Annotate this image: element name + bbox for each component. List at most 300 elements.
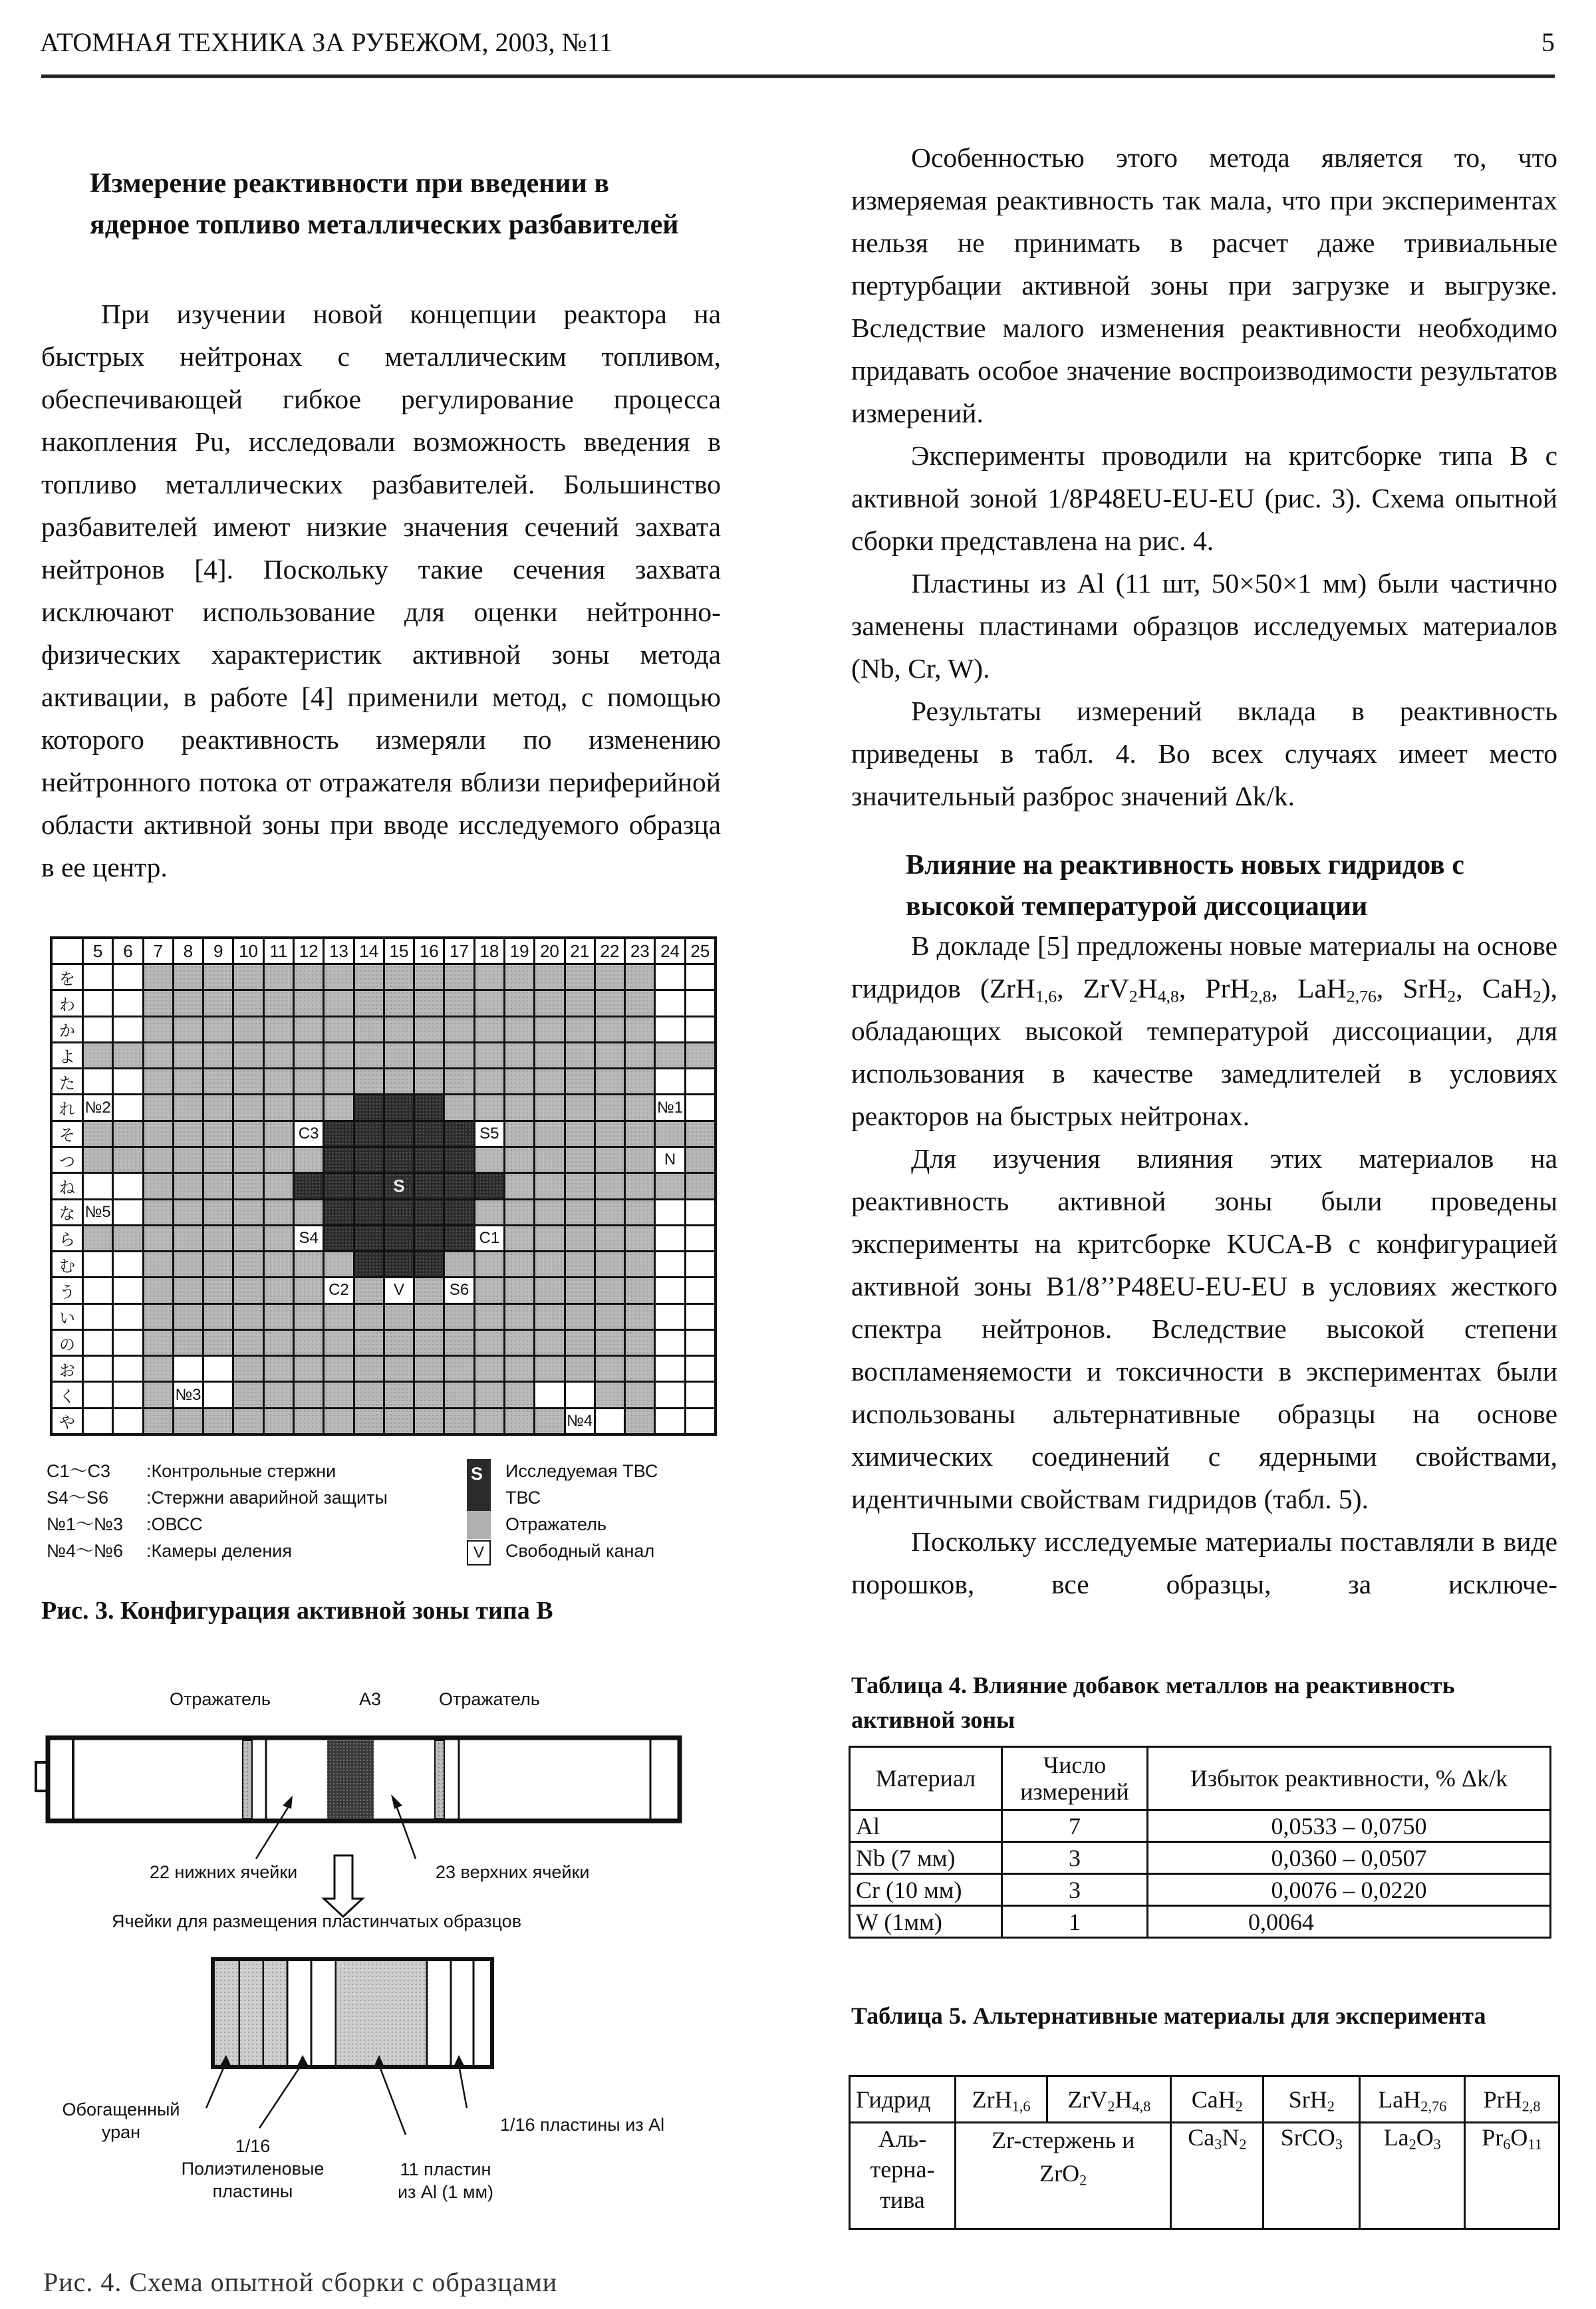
grid-cell-labeled: C1: [475, 1226, 503, 1250]
grid-cell-reflector: [295, 1383, 323, 1407]
grid-cell-reflector: [265, 1043, 293, 1067]
grid-cell-fuel: [325, 1148, 352, 1172]
grid-cell-reflector: [535, 991, 563, 1015]
grid-cell-reflector: [144, 1148, 172, 1172]
grid-cell-reflector: [204, 1122, 232, 1146]
grid-cell-reflector: [596, 1305, 624, 1329]
grid-cell-reflector: [325, 1409, 352, 1433]
grid-cell-reflector: [626, 1200, 654, 1224]
grid-cell-reflector: [596, 1226, 624, 1250]
grid-cell-reflector: [415, 1043, 443, 1067]
grid-row-label: う: [53, 1278, 82, 1302]
grid-row-label: お: [53, 1357, 82, 1381]
grid-cell-reflector: [596, 991, 624, 1015]
grid-cell-empty: [656, 1226, 684, 1250]
grid-cell-reflector: [144, 1200, 172, 1224]
grid-row-label: い: [53, 1305, 82, 1329]
grid-cell-reflector: [174, 1226, 202, 1250]
grid-cell-reflector: [204, 1331, 232, 1355]
grid-column-label: 15: [385, 939, 413, 963]
grid-column-label: 8: [174, 939, 202, 963]
grid-cell-empty: [84, 1305, 112, 1329]
grid-cell-reflector: [656, 1122, 684, 1146]
grid-cell-reflector: [596, 1200, 624, 1224]
grid-row-label: そ: [53, 1122, 82, 1146]
grid-cell-reflector: [626, 1122, 654, 1146]
grid-cell-fuel: [415, 1174, 443, 1198]
grid-cell-reflector: [174, 1409, 202, 1433]
grid-cell-reflector: [114, 1226, 142, 1250]
grid-cell-reflector: [626, 1409, 654, 1433]
grid-cell-reflector: [325, 1043, 352, 1067]
grid-cell-empty: [84, 1357, 112, 1381]
grid-cell-reflector: [144, 1383, 172, 1407]
grid-cell-reflector: [295, 991, 323, 1015]
grid-cell-reflector: [626, 1252, 654, 1276]
grid-cell-reflector: [355, 1305, 383, 1329]
grid-cell-reflector: [505, 1383, 533, 1407]
grid-cell-reflector: [295, 1278, 323, 1302]
grid-cell-reflector: [535, 1122, 563, 1146]
grid-row-label: よ: [53, 1043, 82, 1067]
grid-cell-reflector: [445, 1305, 473, 1329]
grid-cell-reflector: [656, 1043, 684, 1067]
grid-cell-reflector: [505, 1409, 533, 1433]
grid-cell-reflector: [505, 1069, 533, 1093]
grid-cell-fuel: [445, 1200, 473, 1224]
grid-cell-reflector: [84, 1122, 112, 1146]
grid-cell-reflector: [566, 1357, 594, 1381]
grid-cell-reflector: [325, 1069, 352, 1093]
grid-cell-empty: [656, 1069, 684, 1093]
grid-cell-reflector: [265, 991, 293, 1015]
grid-cell-reflector: [265, 1331, 293, 1355]
assembly-drawer-diagram: [27, 1722, 692, 1922]
grid-cell-reflector: [174, 1278, 202, 1302]
grid-cell-reflector: [295, 965, 323, 989]
grid-cell-empty: [535, 1383, 563, 1407]
grid-cell-reflector: [234, 1226, 262, 1250]
grid-column-label: 22: [596, 939, 624, 963]
grid-column-label: 5: [84, 939, 112, 963]
grid-cell-reflector: [265, 1200, 293, 1224]
grid-cell-empty: [686, 965, 714, 989]
grid-cell-reflector: [505, 1174, 533, 1198]
grid-cell-reflector: [355, 1383, 383, 1407]
grid-row-label: た: [53, 1069, 82, 1093]
grid-cell-reflector: [535, 1305, 563, 1329]
grid-cell-reflector: [325, 1305, 352, 1329]
table4-title: Таблица 4. Влияние добавок металлов на реактивность активной зоны: [851, 1672, 1455, 1733]
grid-cell-empty: [686, 1305, 714, 1329]
grid-cell-reflector: [144, 1331, 172, 1355]
grid-cell-reflector: [566, 1278, 594, 1302]
grid-cell-reflector: [505, 1200, 533, 1224]
grid-cell-labeled: S: [385, 1174, 413, 1198]
grid-cell-reflector: [144, 1278, 172, 1302]
grid-cell-reflector: [385, 1018, 413, 1041]
grid-cell-reflector: [234, 1174, 262, 1198]
grid-cell-fuel: [445, 1226, 473, 1250]
grid-cell-fuel: [415, 1200, 443, 1224]
grid-cell-fuel: [325, 1122, 352, 1146]
paragraph: Результаты измерений вклада в реактивность приведены в табл. 4. Во всех случаях имеет место значительный разброс значений Δk/k.: [851, 696, 1557, 811]
grid-cell-reflector: [626, 1069, 654, 1093]
grid-cell-reflector: [174, 1331, 202, 1355]
grid-row-label: ら: [53, 1226, 82, 1250]
grid-cell-empty: [114, 1095, 142, 1119]
grid-cell-reflector: [144, 1357, 172, 1381]
grid-cell-reflector: [204, 1305, 232, 1329]
grid-cell-reflector: [204, 991, 232, 1015]
grid-cell-labeled: N: [656, 1148, 684, 1172]
grid-cell-reflector: [265, 1409, 293, 1433]
grid-cell-fuel: [385, 1095, 413, 1119]
grid-cell-reflector: [385, 1331, 413, 1355]
grid-cell-reflector: [566, 991, 594, 1015]
grid-cell-reflector: [475, 1305, 503, 1329]
grid-cell-empty: [686, 1278, 714, 1302]
grid-cell-empty: [114, 1252, 142, 1276]
grid-cell-reflector: [144, 1252, 172, 1276]
grid-cell-reflector: [265, 1095, 293, 1119]
grid-cell-reflector: [204, 1043, 232, 1067]
grid-cell-reflector: [686, 1122, 714, 1146]
grid-cell-empty: [656, 965, 684, 989]
grid-cell-reflector: [265, 1069, 293, 1093]
grid-cell-reflector: [566, 1122, 594, 1146]
grid-cell-labeled: C2: [325, 1278, 352, 1302]
right-column-body-bottom: [851, 924, 1557, 1605]
hydride-zrh: ZrH$_{1,6}$: [956, 2076, 1047, 2123]
grid-cell-reflector: [234, 1200, 262, 1224]
grid-cell-reflector: [204, 1018, 232, 1041]
grid-cell-reflector: [355, 1357, 383, 1381]
grid-cell-reflector: [355, 1018, 383, 1041]
grid-cell-reflector: [144, 965, 172, 989]
grid-cell-reflector: [566, 1043, 594, 1067]
grid-row-label: れ: [53, 1095, 82, 1119]
grid-cell-fuel: [385, 1148, 413, 1172]
legend-row: C1～C3 :Контрольные стержни: [47, 1461, 336, 1481]
grid-cell-reflector: [265, 1226, 293, 1250]
grid-cell-reflector: [566, 1018, 594, 1041]
section-title-hydrides: Влияние на реактивность новых гидридов с высокой температурой диссоциации: [906, 850, 1464, 922]
grid-cell-labeled: S6: [445, 1278, 473, 1302]
grid-cell-reflector: [475, 1409, 503, 1433]
grid-cell-reflector: [596, 1043, 624, 1067]
grid-cell-reflector: [445, 1252, 473, 1276]
grid-column-label: 16: [415, 939, 443, 963]
grid-cell-reflector: [295, 1200, 323, 1224]
grid-cell-reflector: [385, 991, 413, 1015]
grid-column-label: 19: [505, 939, 533, 963]
grid-cell-empty: [84, 1331, 112, 1355]
grid-cell-reflector: [325, 1095, 352, 1119]
label-core: А3: [359, 1689, 382, 1709]
grid-column-label: 20: [535, 939, 563, 963]
grid-column-label: 12: [295, 939, 323, 963]
grid-cell-reflector: [626, 1357, 654, 1381]
grid-cell-fuel: [445, 1148, 473, 1172]
grid-cell-reflector: [295, 1148, 323, 1172]
grid-cell-empty: [84, 1409, 112, 1433]
grid-cell-fuel: [415, 1095, 443, 1119]
grid-row-label: な: [53, 1200, 82, 1224]
grid-cell-reflector: [295, 1252, 323, 1276]
paragraph: Поскольку исследуемые материалы поставляли в виде порошков, все образцы, за исключе-: [851, 1526, 1557, 1599]
grid-cell-reflector: [445, 1357, 473, 1381]
grid-cell-reflector: [144, 1226, 172, 1250]
legend-row: №4～№6 :Камеры деления: [47, 1541, 293, 1561]
grid-cell-empty: [114, 1409, 142, 1433]
grid-cell-reflector: [626, 1226, 654, 1250]
grid-cell-reflector: [234, 1069, 262, 1093]
grid-cell-reflector: [505, 1331, 533, 1355]
grid-cell-reflector: [234, 965, 262, 989]
grid-cell-reflector: [204, 1148, 232, 1172]
grid-cell-labeled: №2: [84, 1095, 112, 1119]
core-configuration-grid: [50, 936, 717, 1436]
grid-cell-empty: [114, 1278, 142, 1302]
hydride-lah: LaH$_{2,76}$: [1360, 2076, 1465, 2123]
grid-cell-reflector: [385, 1305, 413, 1329]
grid-cell-fuel: [415, 1226, 443, 1250]
grid-row-label: の: [53, 1331, 82, 1355]
grid-cell-reflector: [626, 1278, 654, 1302]
grid-cell-reflector: [415, 1357, 443, 1381]
grid-cell-reflector: [566, 1200, 594, 1224]
grid-row-label: く: [53, 1383, 82, 1407]
grid-cell-reflector: [596, 1252, 624, 1276]
grid-column-label: 25: [686, 939, 714, 963]
grid-cell-reflector: [566, 1069, 594, 1093]
grid-cell-reflector: [174, 965, 202, 989]
grid-cell-reflector: [234, 1305, 262, 1329]
table5-title: Таблица 5. Альтернативные материалы для эксперимента: [851, 2002, 1486, 2029]
grid-cell-reflector: [385, 965, 413, 989]
grid-cell-reflector: [626, 1043, 654, 1067]
grid-row-label: を: [53, 965, 82, 989]
grid-cell-reflector: [415, 1331, 443, 1355]
grid-cell-reflector: [505, 1252, 533, 1276]
grid-cell-reflector: [445, 1383, 473, 1407]
label-enriched-uranium: Обогащенный уран: [62, 2100, 180, 2142]
grid-row-label: つ: [53, 1148, 82, 1172]
grid-cell-fuel: [295, 1174, 323, 1198]
grid-cell-reflector: [596, 1069, 624, 1093]
grid-cell-reflector: [596, 1148, 624, 1172]
grid-cell-reflector: [295, 1409, 323, 1433]
grid-cell-reflector: [144, 1122, 172, 1146]
grid-cell-empty: [114, 1331, 142, 1355]
grid-cell-reflector: [505, 1095, 533, 1119]
grid-column-label: 23: [626, 939, 654, 963]
grid-cell-empty: [656, 1278, 684, 1302]
table-header-row: Материал Число измерений Избыток реактивности, % Δk/k: [850, 1747, 1551, 1810]
header-rule: [41, 74, 1555, 78]
grid-cell-reflector: [295, 1018, 323, 1041]
grid-cell-reflector: [355, 1278, 383, 1302]
grid-column-label: 18: [475, 939, 503, 963]
grid-cell-reflector: [144, 1069, 172, 1093]
grid-corner: [53, 939, 82, 963]
grid-cell-empty: [686, 1018, 714, 1041]
grid-cell-reflector: [475, 1252, 503, 1276]
grid-cell-reflector: [325, 965, 352, 989]
grid-cell-labeled: S4: [295, 1226, 323, 1250]
grid-cell-reflector: [626, 1383, 654, 1407]
grid-row-label: か: [53, 1018, 82, 1041]
section-title-reactivity-measurement: Измерение реактивности при введении в ядерное топливо металлических разбавителей: [90, 168, 679, 240]
grid-cell-reflector: [505, 965, 533, 989]
grid-cell-reflector: [385, 1357, 413, 1381]
grid-cell-reflector: [596, 1095, 624, 1119]
grid-cell-reflector: [535, 1148, 563, 1172]
grid-cell-reflector: [475, 1331, 503, 1355]
grid-cell-reflector: [295, 1305, 323, 1329]
grid-cell-reflector: [174, 1305, 202, 1329]
grid-cell-reflector: [626, 1174, 654, 1198]
grid-cell-reflector: [415, 1305, 443, 1329]
grid-cell-reflector: [234, 1278, 262, 1302]
grid-cell-reflector: [144, 1174, 172, 1198]
grid-cell-reflector: [204, 1409, 232, 1433]
hydride-cah: CaH$_2$: [1171, 2076, 1264, 2123]
grid-cell-fuel: [325, 1200, 352, 1224]
label-reflector-right: Отражатель: [439, 1689, 540, 1709]
figure3-legend-codes: [47, 1458, 459, 1564]
grid-cell-reflector: [174, 1095, 202, 1119]
grid-cell-reflector: [475, 1148, 503, 1172]
table5: [849, 2075, 1560, 2230]
grid-cell-reflector: [234, 1252, 262, 1276]
journal-header: АТОМНАЯ ТЕХНИКА ЗА РУБЕЖОМ, 2003, №11: [40, 27, 613, 57]
paragraph: Эксперименты проводили на критсборке типа B с активной зоной 1/8P48EU-EU-EU (рис. 3). Схема опытной сборки представлена на рис. 4.: [851, 440, 1557, 556]
grid-cell-labeled: №3: [174, 1383, 202, 1407]
grid-cell-reflector: [535, 1174, 563, 1198]
legend-row: S4～S6 :Стержни аварийной защиты: [47, 1488, 388, 1508]
grid-cell-empty: [114, 1357, 142, 1381]
grid-cell-reflector: [626, 965, 654, 989]
label-lower-cells: 22 нижних ячейки: [150, 1862, 298, 1882]
table-row: W (1мм) 1 0,0064: [850, 1906, 1551, 1938]
alt-zr: Zr-стержень и ZrO$_2$: [956, 2123, 1171, 2229]
grid-cell-reflector: [566, 1148, 594, 1172]
grid-cell-reflector: [204, 1174, 232, 1198]
grid-cell-fuel: [445, 1122, 473, 1146]
grid-cell-empty: [84, 991, 112, 1015]
hydride-srh: SrH$_2$: [1264, 2076, 1360, 2123]
grid-cell-reflector: [535, 1200, 563, 1224]
grid-cell-reflector: [325, 991, 352, 1015]
grid-cell-reflector: [505, 1278, 533, 1302]
grid-cell-reflector: [596, 1331, 624, 1355]
grid-cell-reflector: [535, 1278, 563, 1302]
grid-cell-fuel: [325, 1226, 352, 1250]
grid-cell-reflector: [535, 1409, 563, 1433]
grid-cell-reflector: [325, 1018, 352, 1041]
grid-cell-reflector: [596, 1174, 624, 1198]
grid-cell-reflector: [325, 1383, 352, 1407]
grid-cell-reflector: [505, 1018, 533, 1041]
grid-cell-reflector: [265, 1252, 293, 1276]
alt-ca3n2: $Ca_3N_2$: [1171, 2123, 1264, 2229]
grid-cell-reflector: [475, 1357, 503, 1381]
grid-cell-reflector: [204, 1200, 232, 1224]
grid-cell-reflector: [475, 991, 503, 1015]
grid-cell-reflector: [445, 991, 473, 1015]
alt-srco3: SrCO$_3$: [1264, 2123, 1360, 2229]
grid-cell-empty: [596, 1409, 624, 1433]
grid-cell-reflector: [475, 1018, 503, 1041]
grid-column-label: 7: [144, 939, 172, 963]
grid-cell-reflector: [174, 991, 202, 1015]
grid-cell-reflector: [445, 1409, 473, 1433]
grid-cell-fuel: [415, 1122, 443, 1146]
grid-cell-empty: [686, 1357, 714, 1381]
grid-cell-empty: [114, 1305, 142, 1329]
grid-cell-reflector: [295, 1095, 323, 1119]
grid-column-label: 13: [325, 939, 352, 963]
grid-cell-reflector: [295, 1357, 323, 1381]
grid-cell-empty: [656, 991, 684, 1015]
grid-column-label: 6: [114, 939, 142, 963]
grid-cell-reflector: [234, 1018, 262, 1041]
grid-cell-reflector: [114, 1043, 142, 1067]
label-reflector-left: Отражатель: [170, 1689, 271, 1709]
grid-cell-empty: [686, 1383, 714, 1407]
grid-cell-reflector: [445, 1043, 473, 1067]
grid-cell-empty: [174, 1357, 202, 1381]
grid-cell-reflector: [234, 1331, 262, 1355]
grid-cell-fuel: [475, 1174, 503, 1198]
grid-cell-reflector: [355, 965, 383, 989]
grid-cell-reflector: [355, 1043, 383, 1067]
grid-cell-reflector: [144, 1018, 172, 1041]
grid-cell-reflector: [144, 1305, 172, 1329]
grid-cell-reflector: [686, 1148, 714, 1172]
grid-cell-fuel: [415, 1252, 443, 1276]
grid-cell-empty: [656, 1305, 684, 1329]
grid-cell-empty: [686, 1226, 714, 1250]
grid-cell-empty: [84, 1383, 112, 1407]
paragraph-hydrides: В докладе [5] предложены новые материалы на основе гидридов (ZrH$_{1,6}$, $ZrV_2H_{4,8}$, PrH$_{2,8}$, LaH$_{2,76}$, SrH$_2$, CaH$_2$), обладающих высокой температурой диссоциации, для использования в качестве замедлителей в условиях реакторов на быстрых нейтронах.: [851, 930, 1557, 1131]
table-row-alternatives: Аль-терна-тива Zr-стержень и ZrO$_2$ $Ca_3N_2$ SrCO$_3$ $La_2O_3$ $Pr_6O_{11}$: [850, 2123, 1559, 2229]
grid-column-label: 17: [445, 939, 473, 963]
grid-cell-reflector: [415, 1018, 443, 1041]
grid-cell-reflector: [265, 1305, 293, 1329]
grid-cell-reflector: [174, 1018, 202, 1041]
paragraph: Особенностью этого метода является то, что измеряемая реактивность так мала, что при экспериментах нельзя не принимать в расчет даже тривиальные пертурбации активной зоны при загрузке и выгрузке. Вследствие малого изменения реактивности необходимо придавать особое значение воспроизводимости результатов измерений.: [851, 142, 1557, 428]
grid-cell-empty: [114, 1069, 142, 1093]
grid-cell-reflector: [84, 1043, 112, 1067]
section1-body: [41, 293, 721, 888]
grid-cell-reflector: [535, 1043, 563, 1067]
grid-cell-reflector: [535, 1331, 563, 1355]
label-polyethylene-plates: 1/16 Полиэтиленовые пластины: [181, 2136, 325, 2201]
grid-cell-reflector: [475, 1043, 503, 1067]
grid-cell-reflector: [265, 1122, 293, 1146]
table-row: Al 7 0,0533 – 0,0750: [850, 1810, 1551, 1842]
grid-cell-reflector: [325, 1357, 352, 1381]
grid-cell-reflector: [626, 1148, 654, 1172]
table-row: Cr (10 мм) 3 0,0076 – 0,0220: [850, 1874, 1551, 1906]
grid-cell-reflector: [234, 1043, 262, 1067]
grid-cell-reflector: [114, 1122, 142, 1146]
hydride-zrv2h: $ZrV_2H_{4,8}$: [1047, 2076, 1171, 2123]
grid-cell-fuel: [385, 1252, 413, 1276]
